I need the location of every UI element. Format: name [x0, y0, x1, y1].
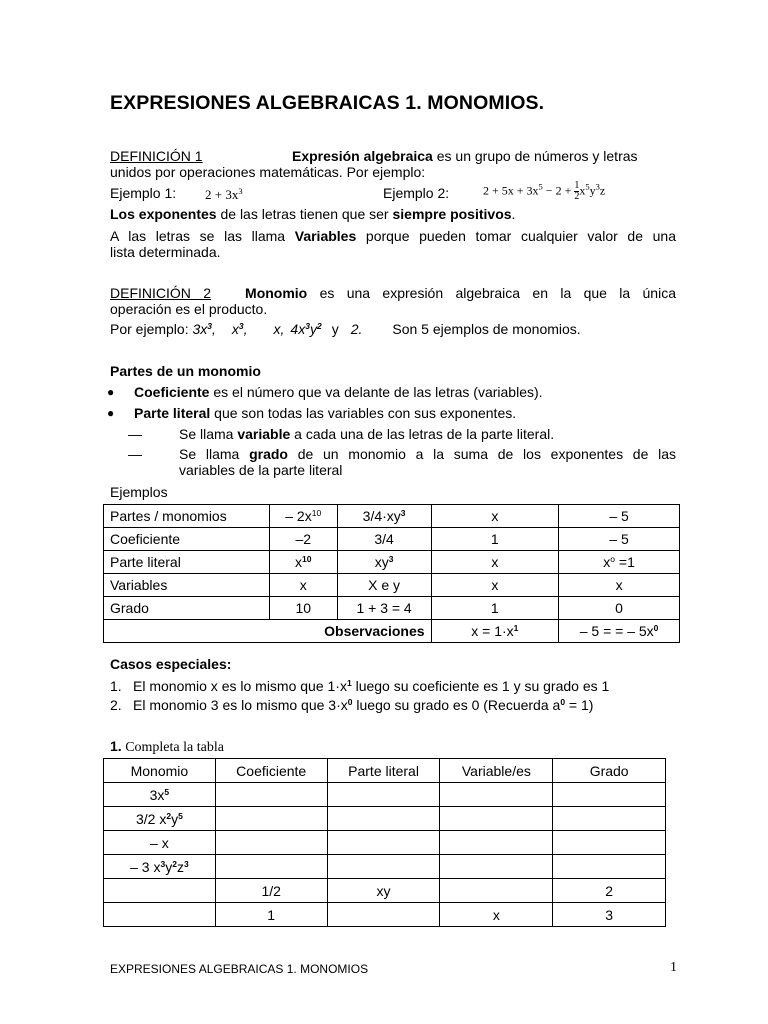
definition-2-examples-tail: Son 5 ejemplos de monomios. — [392, 321, 581, 337]
table-header-cell: Variable/es — [440, 759, 553, 783]
special-case-2-exp-2: 0 — [560, 697, 566, 707]
table-cell: 10 — [269, 597, 337, 620]
definition-1-label: DEFINICIÓN 1 — [110, 148, 203, 164]
exponents-rule-bold-2: siempre positivos — [392, 206, 512, 222]
table-cell-empty[interactable] — [327, 855, 440, 879]
table-cell: – 5 = = – $5x^0$ — [559, 620, 680, 643]
table-cell: – 5 — [559, 505, 680, 528]
table-cell: x — [431, 551, 559, 574]
table-cell: Grado — [104, 597, 270, 620]
table-cell: $3x^5$ — [104, 783, 216, 807]
table-cell: 2 — [553, 879, 666, 903]
dash-2-text-c: variables de la parte literal — [179, 462, 343, 478]
exercise-1-heading — [110, 738, 224, 756]
bullet-2-bold: Parte literal — [134, 405, 211, 421]
table-row — [104, 597, 680, 620]
table-cell-empty[interactable] — [327, 903, 440, 927]
table-cell-empty[interactable] — [440, 783, 553, 807]
dash-2 — [179, 446, 676, 463]
table-row — [104, 620, 680, 643]
bullet-2 — [134, 405, 516, 422]
definition-1-text-2: unidos por operaciones matemáticas. Por ejemplo: — [110, 164, 426, 180]
table-cell-empty[interactable] — [440, 831, 553, 855]
example-1-formula-exp: 3 — [238, 186, 243, 196]
table-cell: Coeficiente — [104, 528, 270, 551]
special-case-2-text-b: luego su grado es 0 (Recuerda a — [352, 697, 561, 713]
example-2-fraction-den: 2 — [574, 191, 580, 202]
bullet-2-text: que son todas las variables con sus exponentes. — [210, 405, 517, 421]
exponents-rule-text: de las letras tienen que ser — [216, 206, 393, 222]
table-cell: Observaciones — [104, 620, 432, 643]
special-case-1-text-b: luego su coeficiente es 1 y su grado es 1 — [351, 678, 610, 694]
page-title: EXPRESIONES ALGEBRAICAS 1. MONOMIOS. — [110, 92, 545, 114]
example-2-part-b: − 2 + — [542, 183, 575, 198]
exercise-table — [103, 758, 666, 927]
table-header-row — [104, 759, 666, 783]
example-2-label: Ejemplo 2: — [383, 185, 450, 201]
definition-2-examples: Por ejemplo: $3x^3$, $x^3$, x, $4x^3y^2$ y 2. Son 5 ejemplos de monomios. — [110, 321, 581, 337]
monomial-example-d-x: 4x — [290, 321, 306, 337]
monomial-example-e: 2. — [350, 321, 363, 337]
example-1-formula — [205, 186, 243, 203]
monomial-example-c: x, — [273, 321, 285, 337]
table-cell: 3 — [553, 903, 666, 927]
example-2-part-c: x — [579, 183, 586, 198]
table-cell-empty[interactable] — [215, 807, 327, 831]
table-cell-empty[interactable] — [553, 855, 666, 879]
table-cell: – 5 — [559, 528, 680, 551]
table-cell-empty[interactable] — [440, 879, 553, 903]
bullet-1-bold: Coeficiente — [134, 384, 210, 400]
table-cell: $xy^3$ — [337, 551, 431, 574]
table-cell: x — [440, 903, 553, 927]
table-cell: Variables — [104, 574, 270, 597]
dash-1-bold: variable — [237, 426, 291, 442]
table-cell: xy — [327, 879, 440, 903]
table-header-cell: Monomio — [104, 759, 216, 783]
table-cell: x — [269, 574, 337, 597]
table-header-cell: Parte literal — [327, 759, 440, 783]
bullet-1-marker: ● — [107, 385, 115, 399]
monomial-example-b-exp: 3 — [238, 321, 244, 331]
parts-heading: Partes de un monomio — [110, 363, 261, 379]
table-cell-empty[interactable] — [440, 855, 553, 879]
table-header-cell: Grado — [553, 759, 666, 783]
table-cell-empty[interactable] — [553, 831, 666, 855]
definition-2-label: DEFINICIÓN 2 — [110, 285, 212, 301]
table-cell: 3/4 — [337, 528, 431, 551]
table-row — [104, 903, 666, 927]
table-cell: 1/2 — [215, 879, 327, 903]
table-cell-empty[interactable] — [553, 783, 666, 807]
dash-2-text-a: Se llama — [179, 446, 250, 462]
table-cell: $3/4\cdot xy^3$ — [337, 505, 431, 528]
dash-1-text-b: a cada una de las letras de la parte literal. — [290, 426, 555, 442]
table-cell-empty[interactable] — [215, 783, 327, 807]
dash-1-text-a: Se llama — [179, 426, 238, 442]
table-cell: –2 — [269, 528, 337, 551]
table-row — [104, 807, 666, 831]
variables-rule — [110, 228, 676, 245]
table-cell: 1 — [431, 528, 559, 551]
monomial-example-d-y: y — [309, 321, 317, 337]
table-header-cell: Coeficiente — [215, 759, 327, 783]
special-case-2-number: 2. — [110, 697, 122, 713]
monomial-example-d-y-exp: 2 — [316, 321, 322, 331]
definition-2-text: es una expresión algebraica en la que la única — [307, 285, 676, 301]
table-cell: – 3 $x^3y^2z^3$ — [104, 855, 216, 879]
table-cell: $x^o =1$ — [559, 551, 680, 574]
exponents-rule-bold-1: Los exponentes — [110, 206, 217, 222]
bullet-1 — [134, 384, 543, 401]
example-2-exp-a: 5 — [538, 181, 543, 192]
example-2-part-d: y — [589, 183, 596, 198]
table-row — [104, 831, 666, 855]
example-2-exp-c: 5 — [585, 181, 590, 192]
special-case-2-exp: 0 — [347, 697, 353, 707]
special-case-1-exp: 1 — [346, 678, 352, 688]
table-cell: – $2x^{10}$ — [269, 505, 337, 528]
page-footer: EXPRESIONES ALGEBRAICAS 1. MONOMIOS — [110, 962, 369, 976]
table-cell: $x = 1\cdot x^1$ — [431, 620, 559, 643]
variables-rule-text-3: lista determinada. — [110, 244, 221, 260]
table-cell: 1 + 3 = 4 — [337, 597, 431, 620]
examples-label: Ejemplos — [110, 484, 168, 500]
definition-1-text-wrap — [292, 148, 676, 165]
monomial-example-a: 3x — [192, 321, 208, 337]
table-row — [104, 528, 680, 551]
table-row — [104, 551, 680, 574]
bullet-2-marker: ● — [107, 406, 115, 420]
table-row — [104, 879, 666, 903]
table-cell-empty[interactable] — [104, 903, 216, 927]
table-row — [104, 505, 680, 528]
table-cell: Parte literal — [104, 551, 270, 574]
table-cell-empty[interactable] — [215, 855, 327, 879]
special-case-1-text-a: El monomio x es lo mismo que 1·x — [133, 678, 347, 694]
table-cell-empty[interactable] — [215, 831, 327, 855]
definition-2-examples-prefix: Por ejemplo: — [110, 321, 193, 337]
special-case-2-text-a: El monomio 3 es lo mismo que 3·x — [133, 697, 348, 713]
definition-2-line — [110, 285, 676, 302]
monomial-example-a-exp: 3 — [207, 321, 213, 331]
table-cell-empty[interactable] — [327, 831, 440, 855]
example-2-part-a: 2 + 5x + 3x — [483, 183, 539, 198]
monomial-parts-table — [103, 504, 680, 643]
table-cell: 1 — [431, 597, 559, 620]
table-cell: X e y — [337, 574, 431, 597]
table-cell: 0 — [559, 597, 680, 620]
table-row — [104, 783, 666, 807]
dash-1 — [179, 426, 554, 443]
dash-2-bold: grado — [249, 446, 288, 462]
example-2-fraction-num: 1 — [574, 180, 580, 191]
definition-2-term: Monomio — [245, 285, 308, 301]
table-cell: x — [431, 505, 559, 528]
special-cases-heading: Casos especiales: — [110, 656, 232, 672]
variables-rule-text-1: A las letras se las llama — [110, 228, 295, 244]
monomial-example-and: y — [331, 321, 339, 337]
table-cell-empty[interactable] — [553, 807, 666, 831]
definition-1-term: Expresión algebraica — [292, 148, 433, 164]
table-cell-empty[interactable] — [327, 807, 440, 831]
variables-rule-bold: Variables — [294, 228, 357, 244]
definition-1-line — [110, 148, 433, 165]
table-cell: $x^{10}$ — [269, 551, 337, 574]
special-case-2-text-c: = 1) — [565, 697, 594, 713]
definition-1-text: es un grupo de números y letras — [432, 148, 638, 164]
table-cell: 1 — [215, 903, 327, 927]
table-cell: x — [559, 574, 680, 597]
table-row — [104, 855, 666, 879]
definition-2-text-2: operación es el producto. — [110, 301, 268, 317]
table-cell: – x — [104, 831, 216, 855]
table-cell: Partes / monomios — [104, 505, 270, 528]
special-case-1-number: 1. — [110, 678, 122, 694]
example-1-label: Ejemplo 1: — [110, 185, 177, 201]
variables-rule-text-2: porque pueden tomar cualquier valor de una — [356, 228, 676, 244]
bullet-1-text: es el número que va delante de las letras (variables). — [209, 384, 543, 400]
monomial-example-b: x — [231, 321, 239, 337]
example-2-part-e: z — [599, 183, 606, 198]
monomial-example-d-x-exp: 3 — [305, 321, 310, 331]
exercise-1-number: 1. — [110, 738, 122, 754]
dash-1-marker: — — [128, 426, 142, 442]
dash-2-marker: — — [128, 446, 142, 462]
table-cell-empty[interactable] — [440, 807, 553, 831]
table-cell-empty[interactable] — [327, 783, 440, 807]
special-case-2 — [133, 697, 593, 714]
table-cell: 3/2 $x^2y^5$ — [104, 807, 216, 831]
example-2-exp-d: 3 — [595, 181, 600, 192]
table-cell-empty[interactable] — [104, 879, 216, 903]
exercise-1-text: Completa la tabla — [121, 740, 224, 755]
table-cell: x — [431, 574, 559, 597]
special-case-1 — [133, 678, 609, 695]
exponents-rule-end: . — [511, 206, 516, 222]
example-2-formula — [483, 181, 605, 202]
dash-2-text-b: de un monomio a la suma de los exponentes de las — [287, 446, 677, 462]
table-row — [104, 574, 680, 597]
page-number: 1 — [670, 960, 677, 975]
exponents-rule — [110, 206, 515, 223]
example-1-formula-base: 2 + 3x — [205, 187, 239, 202]
